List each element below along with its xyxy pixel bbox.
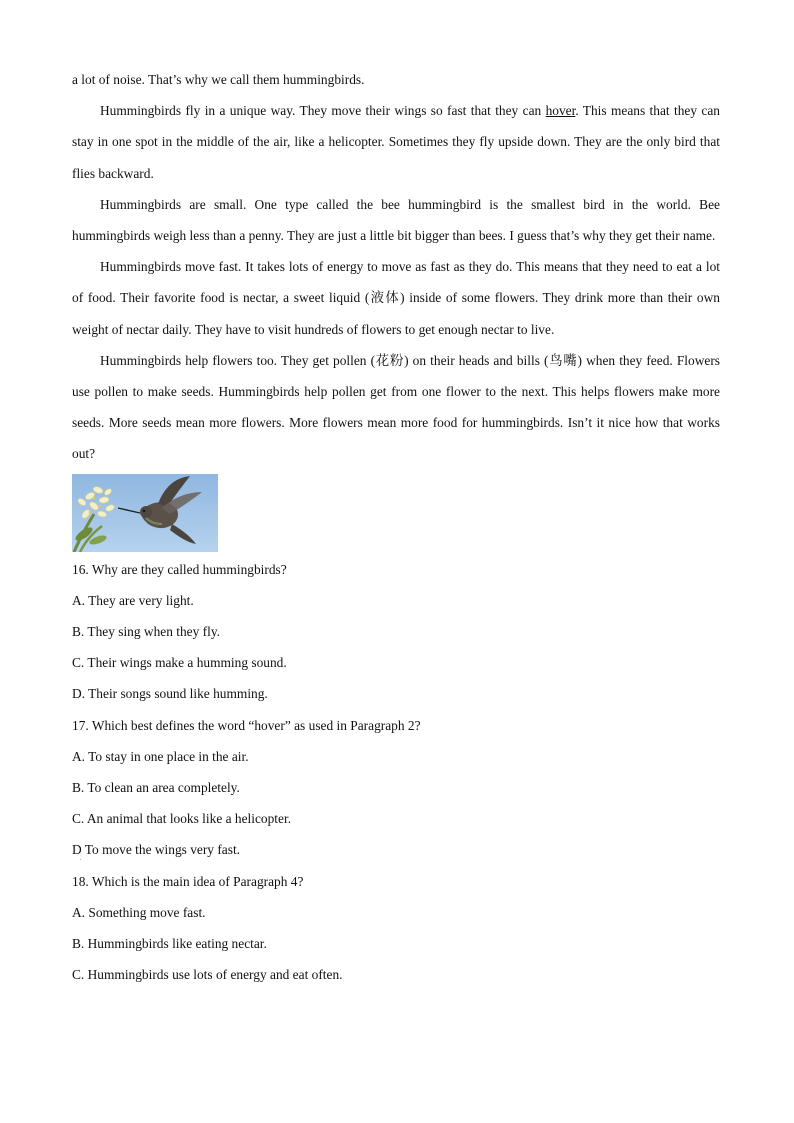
question-17-option-d: D To move the wings very fast.	[72, 842, 241, 858]
question-18-option-b: B. Hummingbirds like eating nectar.	[72, 936, 267, 952]
question-16-option-a: A. They are very light.	[72, 592, 194, 608]
paragraph-2-text-end: . This means that they can stay in one spot in the middle of the air, like a helicopter. Sometimes they fly upside down. They are the only bird that flies backward.	[72, 103, 721, 181]
question-16-stem: 16. Why are they called hummingbirds?	[72, 561, 287, 577]
paragraph-2-text-start: Hummingbirds fly in a unique way. They move their wings so fast that they can	[100, 103, 546, 119]
passage-paragraph-4: Hummingbirds move fast. It takes lots of energy to move as fast as they do. This means that they need to eat a lot of food. Their favorite food is nectar, a sweet liquid (液体) inside of some flowers. They drink more than their own weight of nectar daily. They have to visit hundreds of flowers to get enough nectar to live.	[72, 259, 720, 337]
question-17-option-c: C. An animal that looks like a helicopter.	[72, 811, 292, 827]
question-18-stem: 18. Which is the main idea of Paragraph 4?	[72, 873, 304, 889]
question-16-option-c: C. Their wings make a humming sound.	[72, 655, 287, 671]
passage-paragraph-5: Hummingbirds help flowers too. They get pollen (花粉) on their heads and bills (鸟嘴) when they feed. Flowers use pollen to make seeds. Hummingbirds help pollen get from one flower to the next. This helps flowers make more seeds. More seeds mean more flowers. More flowers mean more food for hummingbirds. Isn’t it nice how that works out?	[72, 352, 720, 462]
hummingbird-photo	[72, 474, 218, 552]
question-17-option-a: A. To stay in one place in the air.	[72, 748, 249, 764]
question-16-option-b: B. They sing when they fly.	[72, 624, 221, 640]
question-17-stem: 17. Which best defines the word “hover” as used in Paragraph 2?	[72, 717, 421, 733]
question-17-option-b: B. To clean an area completely.	[72, 780, 240, 796]
question-16	[72, 554, 720, 710]
question-18-option-a: A. Something move fast.	[72, 904, 206, 920]
document-page	[72, 64, 720, 990]
question-17	[72, 710, 720, 862]
question-18-option-c: C. Hummingbirds use lots of energy and eat often.	[72, 967, 343, 983]
stray-dot-mark: .	[80, 855, 82, 862]
passage-paragraph-3: Hummingbirds are small. One type called the bee hummingbird is the smallest bird in the world. Bee hummingbirds weigh less than a penny. They are just a little bit bigger than bees. I guess that’s why they get their name.	[72, 196, 720, 244]
passage-paragraph-1-end: a lot of noise. That’s why we call them hummingbirds.	[72, 72, 365, 87]
question-18	[72, 866, 720, 991]
underlined-word-hover: hover	[545, 103, 576, 119]
passage-paragraph-2	[72, 95, 720, 189]
question-16-option-d: D. Their songs sound like humming.	[72, 686, 268, 702]
